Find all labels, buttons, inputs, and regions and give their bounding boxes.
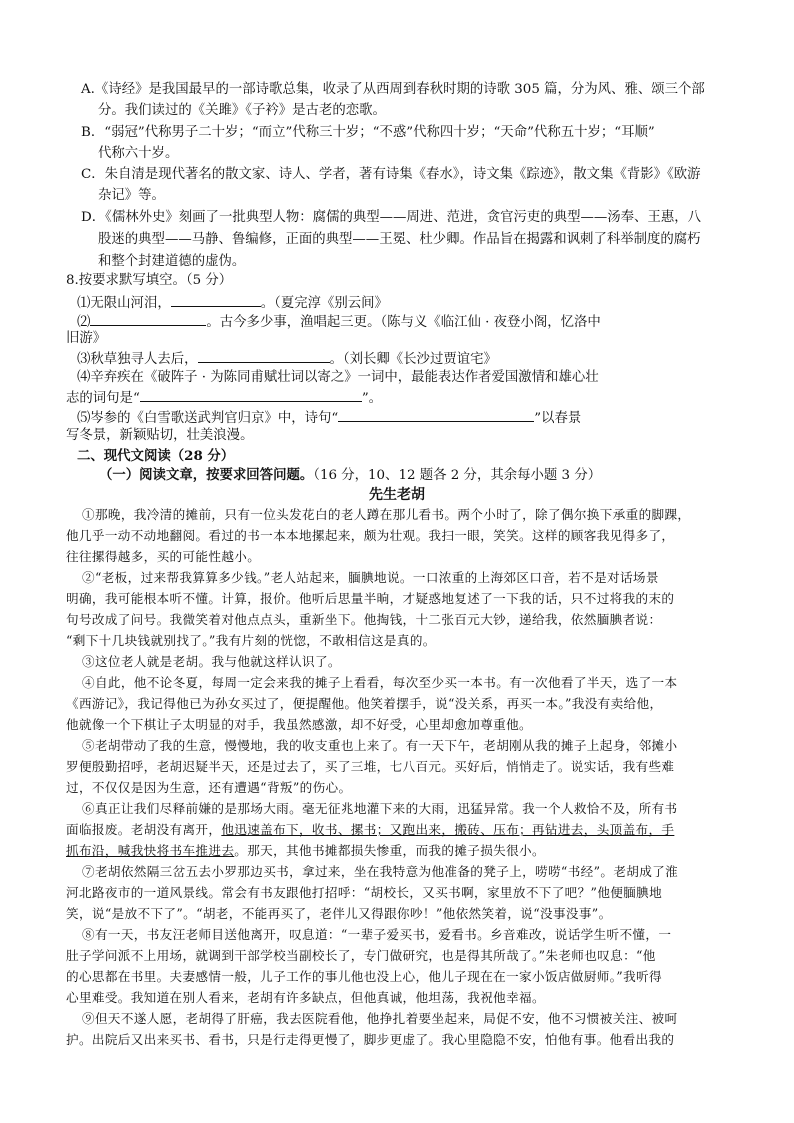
- q8-item-2: ⑵ 。古今多少事，渔唱起三更。（陈与义《临江仙 · 夜登小阁，忆洛中: [77, 311, 601, 333]
- paragraph-3: ③这位老人就是老胡。我与他就这样认识了。: [82, 654, 341, 669]
- paragraph-8-line: 心里难受。我知道在别人看来，老胡有许多缺点，但他真诚，他坦荡，我祝他幸福。: [66, 990, 545, 1005]
- paragraph-6-line: 抓布沿，喊我快将书车推进去。那天，其他书摊都损失惨重，而我的摊子损失很小。: [66, 843, 545, 858]
- option-b-line2: 代称六十岁。: [98, 146, 179, 161]
- paragraph-2: ②“老板，过来帮我算算多少钱。”老人站起来，腼腆地说。一口浓重的上海郊区口音，若不是对话场景: [82, 570, 659, 585]
- option-d-line2: 股迷的典型——马静、鲁编修，正面的典型——王冕、杜少卿。作品旨在揭露和讽刺了科举制度的腐朽: [98, 232, 701, 247]
- answer-blank-4[interactable]: [140, 387, 362, 402]
- q8-item-5-wrap: 写冬景，新颖贴切，壮美浪漫。: [66, 428, 254, 443]
- q8-item-4-wrap: 志的词句是“ ”。: [66, 387, 382, 409]
- answer-blank-3[interactable]: [198, 348, 330, 363]
- article-title: 先生老胡: [369, 487, 425, 503]
- option-b-line1: B．“弱冠”代称男子二十岁；“而立”代称三十岁；“不惑”代称四十岁；“天命”代称五十岁；“耳顺”: [81, 125, 655, 140]
- paragraph-4: ④自此，他不论冬夏，每周一定会来我的摊子上看看，每次至少买一本书。有一次他看了半天，选了一本: [82, 675, 678, 690]
- paragraph-5-line: 罗便殷勤招呼，老胡迟疑半天，还是过去了，买了三堆，七八百元。买好后，悄悄走了。说实话，我有些难: [66, 759, 675, 774]
- paragraph-1-line: 往往摞得越多，买的可能性越小。: [66, 549, 261, 564]
- paragraph-7-line: 河北路夜市的一道风景线。常会有书友跟他打招呼：“胡校长，又买书啊，家里放不下了吧？”他便腼腆地: [66, 885, 663, 900]
- paragraph-1: ①那晚，我冷清的摊前，只有一位头发花白的老人蹲在那儿看书。两个小时了，除了偶尔换下承重的脚踝，: [82, 507, 691, 522]
- paragraph-5-line: 过，不仅仅是因为生意，还有遭遇“背叛”的伤心。: [66, 780, 352, 795]
- question-8-heading: 8.按要求默写填空。（5 分）: [66, 273, 233, 288]
- q8-item-4: ⑷辛弃疾在《破阵子 · 为陈同甫赋壮词以寄之》一词中，最能表达作者爱国激情和雄心壮: [77, 370, 599, 385]
- option-d-line1: D．《儒林外史》刻画了一批典型人物：腐儒的典型——周进、范进，贪官污吏的典型——汤奉、王惠，八: [81, 210, 702, 225]
- q8-item-1: ⑴无限山河泪， 。（夏完淳《别云间》: [77, 292, 388, 314]
- paragraph-8-line: 的心思都在书里。夫妻感情一般，儿子工作的事儿他也没上心，他儿子现在在一家小饭店做厨师。”我听得: [66, 969, 662, 984]
- paragraph-8: ⑧有一天，书友汪老师目送他离开，叹息道：“一辈子爱买书，爱看书。乡音难改，说话学生听不懂，一: [82, 927, 672, 942]
- paragraph-4-line: 《西游记》，我记得他已为孙女买过了，便提醒他。他笑着摆手，说“没关系，再买一本。”我没有卖给他，: [66, 696, 663, 711]
- option-c-line2: 杂记》等。: [98, 188, 165, 203]
- paragraph-5: ⑤老胡带动了我的生意，慢慢地，我的收支重也上来了。有一天下午，老胡刚从我的摊子上起身，邻摊小: [82, 738, 678, 753]
- q8-item-3: ⑶秋草独寻人去后， 。（刘长卿《长沙过贾谊宅》: [77, 348, 497, 370]
- section-2-heading: 二、现代文阅读（28 分）: [77, 448, 235, 464]
- reading-1-heading: （一）阅读文章，按要求回答问题。（16 分，10、12 题各 2 分，其余每小题 3 分）: [99, 467, 602, 483]
- paragraph-7: ⑦老胡依然隔三岔五去小罗那边买书，拿过来，坐在我特意为他准备的凳子上，唠唠“书经”。老胡成了淮: [82, 864, 679, 879]
- paragraph-8-line: 肚子学问派不上用场，就调到干部学校当副校长了，专门做研究，也是得其所哉了。”朱老师也叹息：“他: [66, 948, 656, 963]
- paragraph-1-line: 他几乎一动不动地翻阅。看过的书一本本地摞起来，颇为壮观。我扫一眼，笑笑。这样的顾客我见得多了，: [66, 528, 675, 543]
- option-a-line1: A.《诗经》是我国最早的一部诗歌总集，收录了从西周到春秋时期的诗歌 305 篇，分为风、雅、颂三个部: [81, 82, 705, 97]
- paragraph-7-line: 笑，说“是放不下了”。“胡老，不能再买了，老伴儿又得跟你吵！”他依然笑着，说“没事没事”。: [66, 906, 612, 921]
- option-a-line2: 分。我们读过的《关雎》《子衿》是古老的恋歌。: [98, 103, 386, 118]
- paragraph-2-line: “剩下十几块钱就别找了。”我有片刻的恍惚，不敢相信这是真的。: [66, 633, 436, 648]
- option-c-line1: C．朱自清是现代著名的散文家、诗人、学者，著有诗集《春水》，诗文集《踪迹》，散文集《背影》《欧游: [81, 167, 701, 182]
- paragraph-2-line: 句号改成了问号。我微笑着对他点点头，重新坐下。他掏钱，十二张百元大钞，递给我，依然腼腆者说：: [66, 612, 662, 627]
- paragraph-9: ⑨但天不遂人愿，老胡得了肝癌，我去医院看他，他挣扎着要坐起来，局促不安，他不习惯被关注、被呵: [82, 1011, 678, 1026]
- paragraph-9-line: 护。出院后又出来买书、看书，只是行走得更慢了，脚步更虚了。我心里隐隐不安，怕他有事。他看出我的: [66, 1032, 675, 1047]
- underlined-sentence: 他迅速盖布下，收书、摞书；又跑出来，搬砖、压布；再钻进去，头顶盖布，手: [221, 822, 675, 837]
- q8-item-2-wrap: 旧游》: [66, 331, 107, 346]
- paragraph-4-line: 他就像一个下棋让子太明显的对手，我虽然感激，却不好受，心里却愈加尊重他。: [66, 717, 532, 732]
- option-d-line3: 和整个封建道德的虚伪。: [98, 254, 246, 269]
- answer-blank-2[interactable]: [90, 311, 206, 326]
- q8-item-5: ⑸岑参的《白雪歌送武判官归京》中，诗句“ ”以春景: [77, 407, 581, 429]
- underlined-sentence: 抓布沿，喊我快将书车推进去: [66, 843, 235, 858]
- paragraph-6-line: 面临报废。老胡没有离开，他迅速盖布下，收书、摞书；又跑出来，搬砖、压布；再钻进去，头顶盖布，手: [66, 822, 675, 837]
- paragraph-6: ⑥真正让我们尽释前嫌的是那场大雨。毫无征兆地灌下来的大雨，迅猛异常。我一个人救恰不及，所有书: [82, 801, 678, 816]
- answer-blank-1[interactable]: [171, 292, 261, 307]
- paragraph-2-line: 明确，我可能根本听不懂。计算，报价。他听后思量半晌，才疑惑地复述了一下我的话，只不过将我的末的: [66, 591, 675, 606]
- answer-blank-5[interactable]: [338, 407, 534, 422]
